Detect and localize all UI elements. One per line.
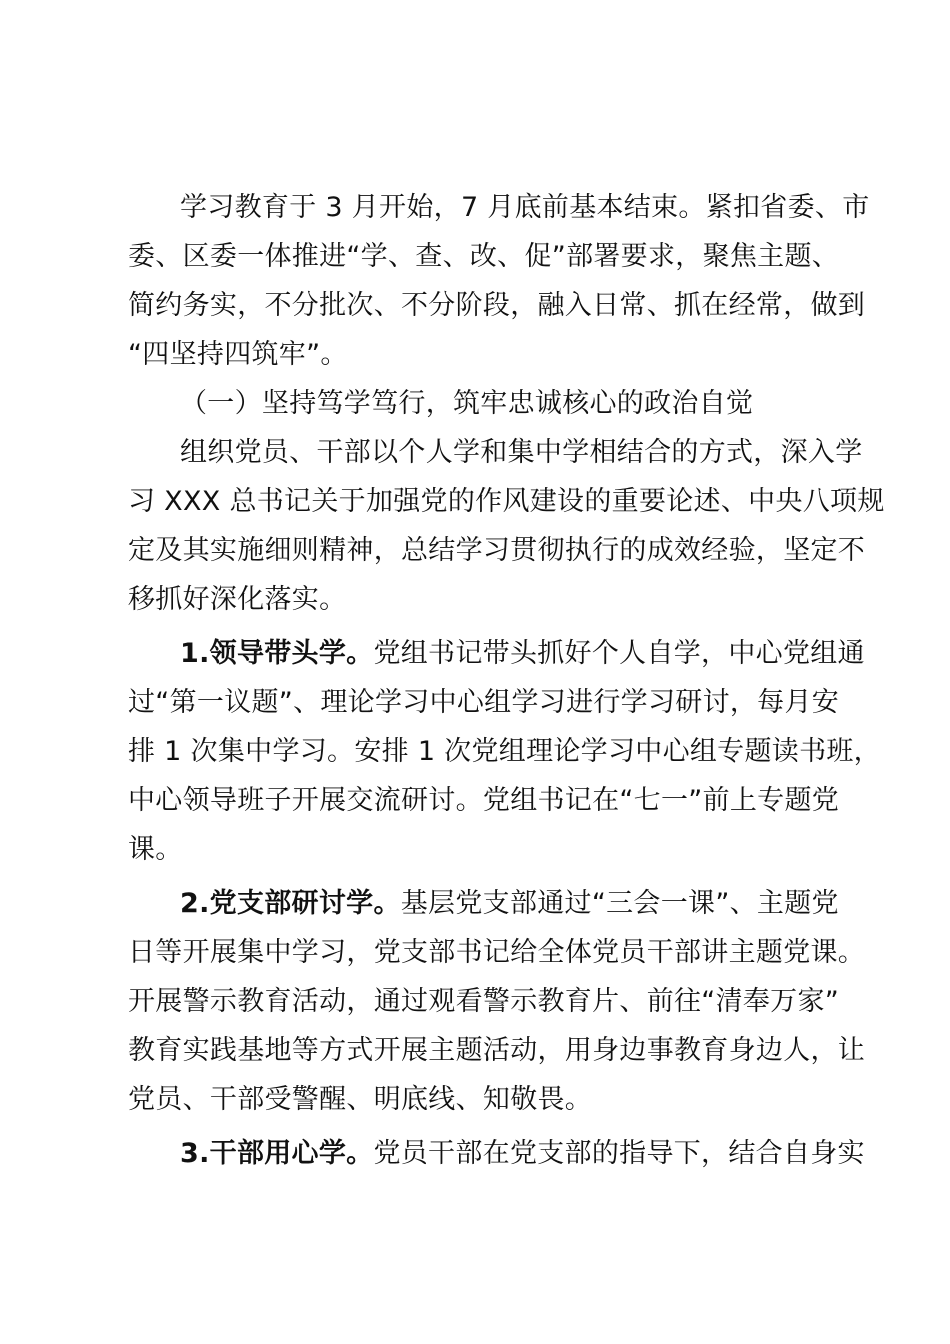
item-2-line-4: 教育实践基地等方式开展主题活动，用身边事教育身边人，让	[128, 1035, 866, 1066]
item-1-line-1	[180, 635, 865, 673]
paragraph-study-line-1: 组织党员、干部以个人学和集中学相结合的方式，深入学	[180, 437, 863, 468]
item-1-text: 党组书记带头抓好个人自学，中心党组通	[373, 638, 865, 669]
paragraph-intro-line-1: 学习教育于 3 月开始，7 月底前基本结束。紧扣省委、市	[180, 192, 870, 223]
item-1-line-2: 过“第一议题”、理论学习中心组学习进行学习研讨，每月安	[128, 687, 840, 718]
paragraph-intro-line-4: “四坚持四筑牢”。	[128, 339, 348, 370]
item-1-lead: 1.领导带头学。	[180, 638, 374, 669]
item-2-line-1	[180, 885, 838, 923]
paragraph-study-line-3: 定及其实施细则精神，总结学习贯彻执行的成效经验，坚定不	[128, 535, 866, 566]
paragraph-intro-line-3: 简约务实，不分批次、不分阶段，融入日常、抓在经常，做到	[128, 290, 866, 321]
item-1-line-5: 课。	[128, 834, 183, 865]
section-heading-1: （一）坚持笃学笃行，筑牢忠诚核心的政治自觉	[180, 388, 754, 419]
item-1-line-3: 排 1 次集中学习。安排 1 次党组理论学习中心组专题读书班，	[128, 736, 881, 767]
item-2-text: 基层党支部通过“三会一课”、主题党	[400, 888, 839, 919]
item-3-line-1	[180, 1135, 865, 1173]
item-1-line-4: 中心领导班子开展交流研讨。党组书记在“七一”前上专题党	[128, 785, 840, 816]
item-3-text: 党员干部在党支部的指导下，结合自身实	[373, 1138, 865, 1169]
item-2-line-3: 开展警示教育活动，通过观看警示教育片、前往“清奉万家”	[128, 986, 840, 1017]
paragraph-study-line-4: 移抓好深化落实。	[128, 584, 347, 615]
item-3-lead: 3.干部用心学。	[180, 1138, 374, 1169]
item-2-line-5: 党员、干部受警醒、明底线、知敬畏。	[128, 1084, 593, 1115]
item-2-line-2: 日等开展集中学习，党支部书记给全体党员干部讲主题党课。	[128, 937, 866, 968]
item-2-lead: 2.党支部研讨学。	[180, 888, 401, 919]
paragraph-intro-line-2: 委、区委一体推进“学、查、改、促”部署要求，聚焦主题、	[128, 241, 840, 272]
paragraph-study-line-2: 习 XXX 总书记关于加强党的作风建设的重要论述、中央八项规	[128, 486, 885, 517]
